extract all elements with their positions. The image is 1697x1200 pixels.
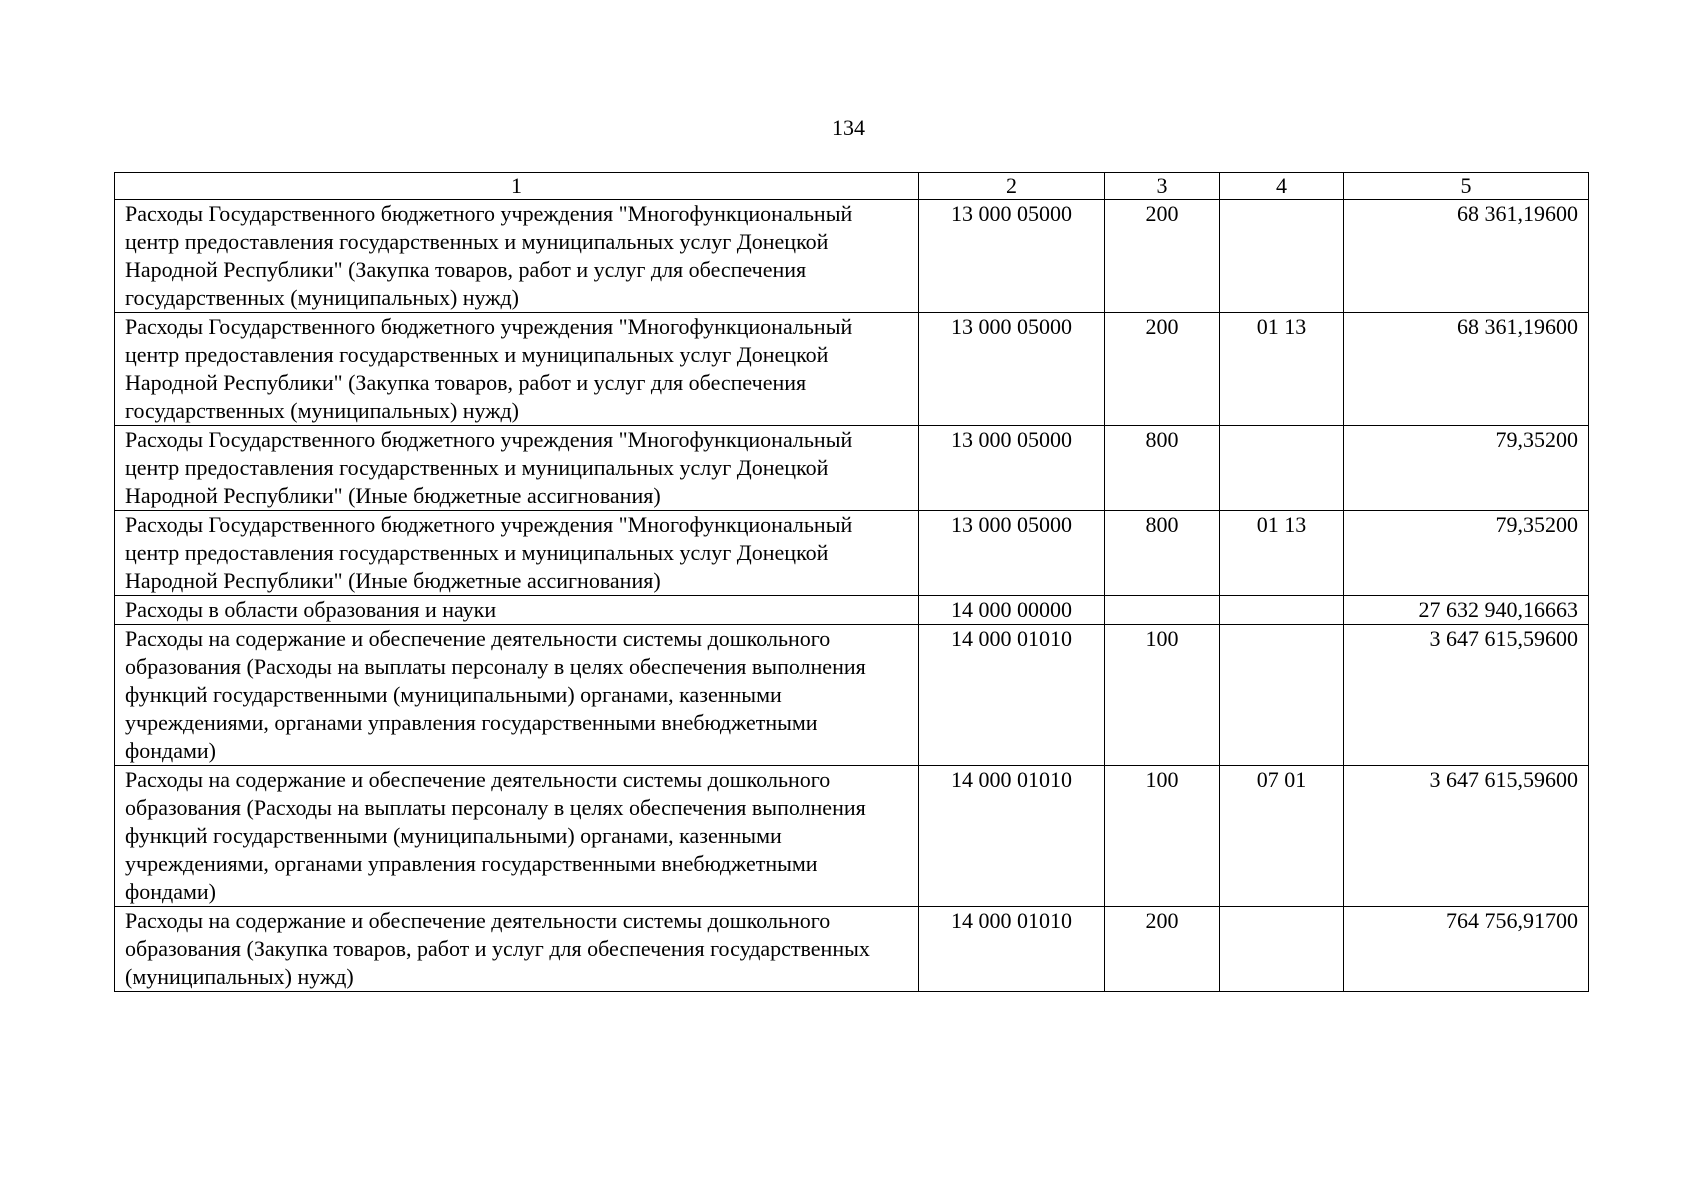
row-expense-type: 800 (1105, 426, 1220, 511)
row-target-code: 14 000 01010 (919, 907, 1105, 992)
row-target-code: 14 000 01010 (919, 766, 1105, 907)
row-section (1220, 596, 1344, 625)
row-section: 07 01 (1220, 766, 1344, 907)
row-section: 01 13 (1220, 511, 1344, 596)
row-expense-type: 200 (1105, 313, 1220, 426)
column-header-3: 3 (1105, 173, 1220, 200)
row-amount: 68 361,19600 (1344, 200, 1589, 313)
row-amount: 68 361,19600 (1344, 313, 1589, 426)
row-description: Расходы Государственного бюджетного учреждения "Многофункциональный центр предоставления государственных и муниципальных услуг Донецкой Народной Республики" (Иные бюджетные ассигнования) (115, 426, 919, 511)
table-row (115, 625, 1589, 766)
table-row (115, 313, 1589, 426)
row-expense-type: 200 (1105, 200, 1220, 313)
row-amount: 79,35200 (1344, 426, 1589, 511)
table-row (115, 200, 1589, 313)
header-row (115, 173, 1589, 200)
row-expense-type: 100 (1105, 766, 1220, 907)
row-description: Расходы Государственного бюджетного учреждения "Многофункциональный центр предоставления государственных и муниципальных услуг Донецкой Народной Республики" (Закупка товаров, работ и услуг для обеспечения государственных (муниципальных) нужд) (115, 200, 919, 313)
row-expense-type: 100 (1105, 625, 1220, 766)
row-section (1220, 426, 1344, 511)
row-description: Расходы на содержание и обеспечение деятельности системы дошкольного образования (Закупка товаров, работ и услуг для обеспечения государственных (муниципальных) нужд) (115, 907, 919, 992)
table-row (115, 511, 1589, 596)
row-target-code: 13 000 05000 (919, 313, 1105, 426)
row-section (1220, 200, 1344, 313)
table-row (115, 596, 1589, 625)
column-header-5: 5 (1344, 173, 1589, 200)
row-target-code: 13 000 05000 (919, 200, 1105, 313)
row-amount: 79,35200 (1344, 511, 1589, 596)
row-target-code: 13 000 05000 (919, 426, 1105, 511)
row-amount: 27 632 940,16663 (1344, 596, 1589, 625)
column-header-1: 1 (115, 173, 919, 200)
column-header-4: 4 (1220, 173, 1344, 200)
row-amount: 764 756,91700 (1344, 907, 1589, 992)
row-section: 01 13 (1220, 313, 1344, 426)
row-description: Расходы на содержание и обеспечение деятельности системы дошкольного образования (Расходы на выплаты персоналу в целях обеспечения выполнения функций государственными (муниципальными) органами, казенными учреждениями, органами управления государственными внебюджетными фондами) (115, 625, 919, 766)
row-target-code: 13 000 05000 (919, 511, 1105, 596)
row-description: Расходы на содержание и обеспечение деятельности системы дошкольного образования (Расходы на выплаты персоналу в целях обеспечения выполнения функций государственными (муниципальными) органами, казенными учреждениями, органами управления государственными внебюджетными фондами) (115, 766, 919, 907)
row-description: Расходы в области образования и науки (115, 596, 919, 625)
row-description: Расходы Государственного бюджетного учреждения "Многофункциональный центр предоставления государственных и муниципальных услуг Донецкой Народной Республики" (Закупка товаров, работ и услуг для обеспечения государственных (муниципальных) нужд) (115, 313, 919, 426)
row-section (1220, 907, 1344, 992)
row-target-code: 14 000 01010 (919, 625, 1105, 766)
table-row (115, 766, 1589, 907)
budget-table (114, 172, 1589, 992)
column-header-2: 2 (919, 173, 1105, 200)
table-row (115, 907, 1589, 992)
row-expense-type (1105, 596, 1220, 625)
row-amount: 3 647 615,59600 (1344, 625, 1589, 766)
table-row (115, 426, 1589, 511)
row-expense-type: 200 (1105, 907, 1220, 992)
row-target-code: 14 000 00000 (919, 596, 1105, 625)
page-number: 134 (832, 115, 865, 140)
row-section (1220, 625, 1344, 766)
row-amount: 3 647 615,59600 (1344, 766, 1589, 907)
row-expense-type: 800 (1105, 511, 1220, 596)
row-description: Расходы Государственного бюджетного учреждения "Многофункциональный центр предоставления государственных и муниципальных услуг Донецкой Народной Республики" (Иные бюджетные ассигнования) (115, 511, 919, 596)
